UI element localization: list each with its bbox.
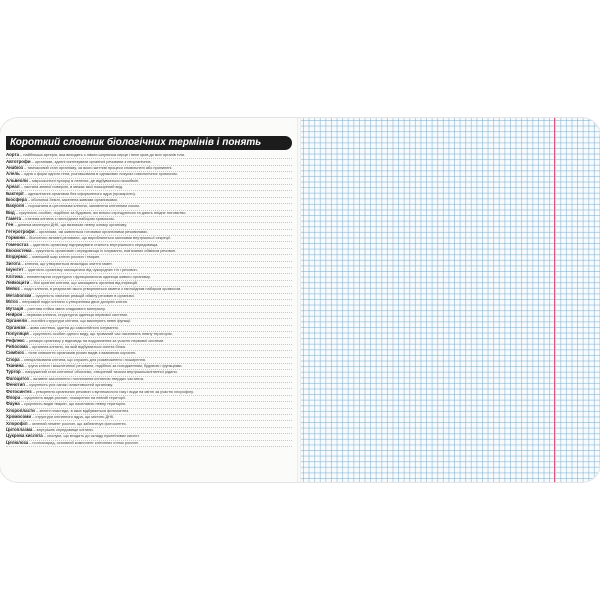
glossary-term: Хромосоми bbox=[6, 415, 32, 420]
glossary-definition: – зовнішній шар клітин рослин і тварин. bbox=[27, 255, 101, 260]
glossary-definition: – зелені пластиди, в яких відбувається фотосинтез. bbox=[34, 408, 130, 413]
glossary-definition: – порожнина в цитоплазмі клітини, заповнена клітинним соком. bbox=[24, 204, 140, 209]
glossary-term: Фагоцитоз bbox=[6, 376, 29, 381]
glossary-definition: – напружений стан клітинної оболонки, створений тиском внутрішньоклітинної рідини. bbox=[20, 370, 178, 375]
glossary-term: Алель bbox=[6, 172, 20, 177]
glossary-page bbox=[0, 118, 298, 482]
glossary-term: Фауна bbox=[6, 402, 20, 407]
glossary-term: Альвеоли bbox=[6, 178, 28, 183]
glossary-term: Епідерміс bbox=[6, 255, 28, 260]
glossary-definition: – органела клітини, на якій відбувається синтез білка. bbox=[27, 344, 126, 349]
glossary bbox=[6, 136, 292, 447]
glossary-term: Рибосома bbox=[6, 344, 28, 349]
glossary-definition: – оболонка Землі, заселена живими організмами. bbox=[26, 197, 118, 202]
glossary-term: Флора bbox=[6, 395, 21, 401]
glossary-term: Ареал bbox=[6, 184, 20, 190]
glossary-definition: – раптова стійка зміна спадкового матеріалу. bbox=[23, 306, 106, 311]
glossary-definition: – полісахарид, основний компонент клітинних стінок рослин. bbox=[28, 440, 139, 445]
glossary-term: Бактерії bbox=[6, 191, 24, 196]
glossary-title: Короткий словник біологічних термінів і понять bbox=[6, 136, 292, 150]
glossary-term: Мітоз bbox=[6, 299, 18, 305]
glossary-term: Гамета bbox=[6, 216, 22, 222]
glossary-term: Фенотип bbox=[6, 383, 25, 388]
glossary-term: Рефлекс bbox=[6, 338, 25, 343]
glossary-term: Автотрофи bbox=[6, 159, 31, 164]
glossary-term: Клітина bbox=[6, 274, 23, 279]
glossary-term: Гетеротрофи bbox=[6, 229, 35, 234]
glossary-definition: – здатність організму захищатися від чужорідних тіл і речовин. bbox=[23, 268, 138, 273]
glossary-term: Хлоропласти bbox=[6, 408, 35, 413]
glossary-term: Фотосинтез bbox=[6, 389, 32, 394]
glossary-definition: – активне захоплення і поглинання клітиною твердих частинок. bbox=[28, 376, 145, 381]
glossary-definition: – постійні структури клітини, що виконують певні функції. bbox=[26, 319, 132, 324]
glossary-term: Хлорофіл bbox=[6, 421, 28, 426]
glossary-definition: – сукупність особин одного виду, що тривалий час населяють певну територію. bbox=[28, 331, 173, 337]
glossary-definition: – група клітин і міжклітинної речовини, подібних за походженням, будовою і функціями. bbox=[23, 363, 183, 369]
glossary-term: Організм bbox=[6, 325, 26, 330]
glossary-term: Гомеостаз bbox=[6, 242, 29, 247]
glossary-term: Анабіоз bbox=[6, 165, 24, 170]
glossary-term: Імунітет bbox=[6, 268, 24, 273]
glossary-term: Екосистема bbox=[6, 248, 32, 254]
glossary-term: Цитоплазма bbox=[6, 427, 33, 432]
glossary-term: Ген bbox=[6, 223, 14, 228]
glossary-definition: – сукупність організмів і середовища їх існування, пов'язаних обміном речовин. bbox=[31, 248, 177, 254]
glossary-definition: – тісне співжиття організмів різних видів з взаємною користю. bbox=[23, 351, 137, 356]
margin-line bbox=[554, 118, 555, 482]
glossary-term: Зигота bbox=[6, 261, 21, 266]
glossary-term: Вид bbox=[6, 210, 15, 215]
glossary-term: Мутація bbox=[6, 306, 24, 311]
glossary-definition: – реакція організму у відповідь на подразнення за участю нервової системи. bbox=[24, 338, 165, 343]
glossary-definition: – ділянка молекули ДНК, що визначає певну ознаку організму. bbox=[13, 223, 127, 228]
glossary-definition: – сукупність хімічних реакцій обміну речовин в організмі. bbox=[31, 293, 135, 298]
glossary-definition: – елементарна структурна і функціональна одиниця живого організму. bbox=[22, 274, 151, 279]
glossary-definition: – одна з форм одного гена, розташована в однакових локусах гомологічних хромосом. bbox=[19, 172, 178, 177]
glossary-term: Нейрон bbox=[6, 312, 23, 317]
glossary-definition: – клітина, що утворюється внаслідок злиття гамет. bbox=[20, 261, 113, 266]
glossary-term: Популяція bbox=[6, 331, 29, 337]
glossary-definition: – організми, здатні синтезувати органічні речовини з неорганічних. bbox=[30, 159, 152, 164]
glossary-term: Симбіоз bbox=[6, 351, 24, 356]
glossary-entry bbox=[6, 441, 292, 447]
glossary-term: Органели bbox=[6, 319, 27, 324]
glossary-term: Вакуоля bbox=[6, 204, 25, 209]
glossary-term: Целюлоза bbox=[6, 440, 29, 445]
glossary-definition: – мікроскопічні пухирці в легенях, де відбувається газообмін. bbox=[27, 178, 139, 183]
glossary-definition: – поділ клітини, в результаті якого утворюються гамети з гаплоїдним набором хромосом. bbox=[19, 287, 182, 292]
glossary-definition: – сукупність видів тварин, що населяють певну територію. bbox=[19, 402, 127, 407]
glossary-definition: – спеціалізована клітина, що служить для розмноження і поширення. bbox=[19, 357, 146, 362]
glossary-definition: – нервова клітина, структурна одиниця нервової системи. bbox=[22, 312, 128, 317]
glossary-term: Мейоз bbox=[6, 287, 20, 292]
glossary-definition: – біологічно активні речовини, що виробляються залозами внутрішньої секреції. bbox=[24, 236, 172, 241]
glossary-term: Біосфера bbox=[6, 197, 27, 202]
glossary-definition: – внутрішнє середовище клітини. bbox=[32, 427, 94, 432]
glossary-definition: – утворення органічних речовин з вуглекислого газу і води на світлі за участю хлорофілу. bbox=[31, 389, 194, 394]
glossary-definition: – здатність організму підтримувати сталість внутрішнього середовища. bbox=[28, 242, 159, 247]
glossary-definition: – частина земної поверхні, в межах якої поширений вид. bbox=[19, 184, 124, 190]
glossary-term: Тканина bbox=[6, 363, 24, 369]
glossary-term: Тургор bbox=[6, 370, 21, 375]
glossary-definition: – сукупність видів рослин, поширених на певній території. bbox=[20, 395, 127, 401]
glossary-term: Гормони bbox=[6, 236, 25, 241]
glossary-definition: – сполуки, що входять до складу нуклеїнових кислот. bbox=[42, 434, 140, 439]
glossary-entries bbox=[6, 153, 292, 447]
notebook-spread bbox=[0, 118, 600, 482]
glossary-term: Метаболізм bbox=[6, 293, 32, 298]
glossary-definition: – найбільша артерія, яка виходить з лівого шлуночка серця і несе кров до всіх органів тіла. bbox=[19, 153, 186, 158]
glossary-definition: – непрямий поділ клітини з утворенням двох дочірніх клітин. bbox=[17, 299, 128, 305]
glossary-term: Аорта bbox=[6, 153, 20, 158]
glossary-term: Лейкоцити bbox=[6, 280, 30, 285]
glossary-definition: – білі кров'яні клітини, що захищають організм від інфекцій. bbox=[29, 280, 138, 285]
glossary-definition: – тимчасовий стан організму, за якого життєві процеси сповільнені або припинені. bbox=[23, 165, 173, 170]
graph-paper-page bbox=[301, 118, 600, 482]
glossary-definition: – статева клітина з гаплоїдним набором хромосом. bbox=[21, 216, 115, 222]
glossary-definition: – організми, які живляться готовими органічними речовинами. bbox=[34, 229, 148, 234]
glossary-term: Спора bbox=[6, 357, 20, 362]
glossary-definition: – структури клітинного ядра, що містять ДНК. bbox=[31, 415, 115, 420]
glossary-definition: – жива система, здатна до самостійного існування. bbox=[25, 325, 119, 330]
glossary-term: Цукрова кислота bbox=[6, 434, 43, 439]
glossary-definition: – зелений пігмент рослин, що забезпечує фотосинтез. bbox=[27, 421, 127, 426]
glossary-definition: – сукупність особин, подібних за будовою, які вільно схрещуються та дають плідне потомство. bbox=[14, 210, 187, 215]
glossary-definition: – сукупність усіх ознак і властивостей організму. bbox=[24, 383, 114, 388]
glossary-definition: – одноклітинні організми без оформленого ядра (прокаріоти). bbox=[23, 191, 136, 196]
